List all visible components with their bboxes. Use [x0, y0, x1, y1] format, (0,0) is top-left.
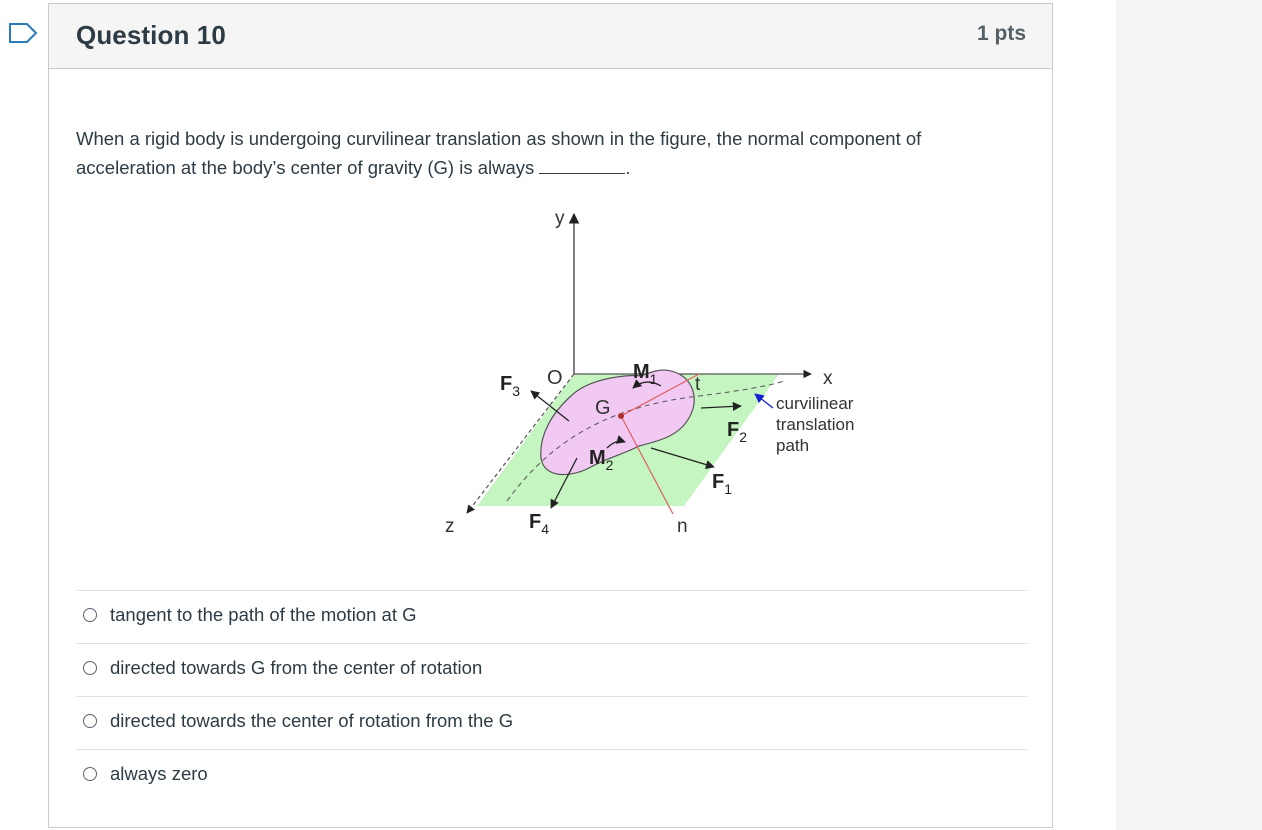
- path-label-line3: path: [776, 436, 810, 455]
- z-axis-label: z: [445, 516, 455, 537]
- answer-option-2[interactable]: [76, 643, 1027, 696]
- f1-sub: 1: [724, 481, 733, 497]
- origin-label: O: [547, 367, 563, 389]
- f3-sub: 3: [512, 383, 521, 399]
- path-label: [776, 394, 859, 455]
- answer-radio-4[interactable]: [83, 767, 97, 781]
- right-gutter: [1116, 0, 1262, 830]
- path-label-line1: curvilinear: [776, 394, 854, 413]
- question-text-end: .: [625, 157, 631, 178]
- question-header: [49, 4, 1052, 69]
- m2-main: M: [589, 447, 606, 469]
- f4-sub: 4: [541, 521, 550, 537]
- center-of-gravity: [618, 413, 624, 419]
- question-text: [76, 124, 1006, 182]
- f3-label: [500, 373, 520, 399]
- answer-label-3[interactable]: directed towards the center of rotation from the G: [110, 710, 514, 731]
- answer-option-4[interactable]: [76, 749, 1027, 802]
- answer-blank: [539, 155, 625, 174]
- answer-label-4[interactable]: always zero: [110, 763, 208, 784]
- f1-main: F: [712, 471, 725, 493]
- x-axis-label: x: [823, 368, 833, 389]
- f1-label: [712, 471, 732, 497]
- f3-main: F: [500, 373, 513, 395]
- t-label: t: [695, 374, 701, 395]
- f4-label: [529, 511, 549, 537]
- question-card: [48, 3, 1053, 828]
- m1-sub: 1: [649, 371, 658, 387]
- answer-option-3[interactable]: [76, 696, 1027, 749]
- question-points: 1 pts: [976, 22, 1026, 45]
- question-text-body: When a rigid body is undergoing curvilinear translation as shown in the figure, the normal component of acceleration at the body’s center of gravity (G) is always: [76, 128, 922, 178]
- path-label-line2: translation: [776, 415, 855, 434]
- m2-sub: 2: [605, 457, 614, 473]
- answer-radio-1[interactable]: [83, 608, 97, 622]
- answer-label-1[interactable]: tangent to the path of the motion at G: [110, 604, 417, 625]
- f2-sub: 2: [739, 429, 748, 445]
- y-axis-label: y: [555, 208, 565, 229]
- answer-radio-3[interactable]: [83, 714, 97, 728]
- answer-radio-2[interactable]: [83, 661, 97, 675]
- flag-question-icon[interactable]: [8, 22, 38, 44]
- curvilinear-translation-figure: [389, 196, 869, 546]
- answer-list: [76, 590, 1027, 802]
- answer-label-2[interactable]: directed towards G from the center of rotation: [110, 657, 483, 678]
- n-label: n: [677, 516, 688, 537]
- f4-main: F: [529, 511, 542, 533]
- answer-option-1[interactable]: [76, 590, 1027, 643]
- g-label: G: [595, 397, 611, 419]
- f2-main: F: [727, 419, 740, 441]
- question-title: Question 10: [76, 20, 226, 50]
- m1-main: M: [633, 361, 650, 383]
